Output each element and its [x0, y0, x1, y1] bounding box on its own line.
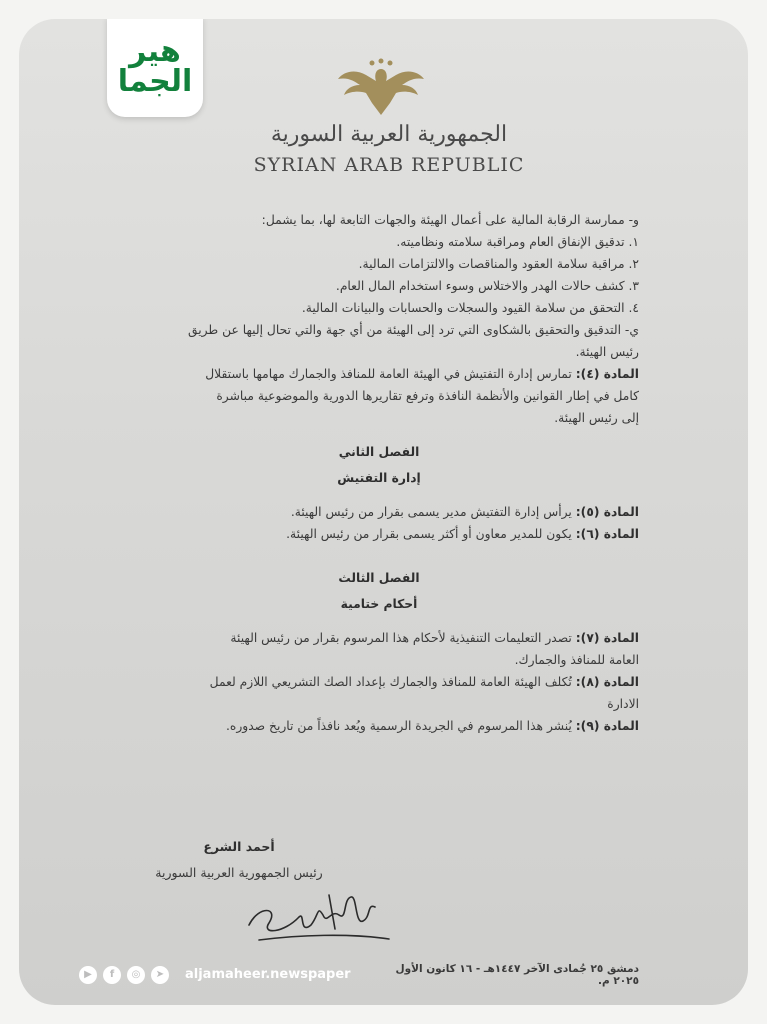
eagle-emblem-icon: [336, 57, 426, 117]
chapter-2-title: الفصل الثاني: [338, 445, 420, 459]
text-line: رئيس الهيئة.: [575, 345, 639, 359]
logo-line-bottom: الجما: [117, 64, 193, 99]
signatory-name: أحمد الشرع: [203, 839, 275, 854]
newspaper-logo: [107, 19, 203, 117]
article-label: المادة (٨):: [575, 675, 639, 689]
text-line: العامة للمنافذ والجمارك.: [514, 653, 639, 667]
social-handle[interactable]: aljamaheer.newspaper: [185, 967, 351, 982]
logo-line-top: هير: [129, 34, 181, 69]
text-line: كامل في إطار القوانين والأنظمة النافذة وترفع تقاريرها الدورية والموضوعية مباشرة: [216, 389, 639, 403]
article-label: المادة (٩):: [575, 719, 639, 733]
article-text: تمارس إدارة التفتيش في الهيئة العامة للمنافذ والجمارك مهامها باستقلال: [205, 367, 572, 381]
article-6: [119, 523, 639, 545]
text-line: و- ممارسة الرقابة المالية على أعمال الهيئة والجهات التابعة لها، بما يشمل:: [261, 213, 639, 227]
text-line: ي- التدقيق والتحقيق بالشكاوى التي ترد إلى الهيئة من أي جهة والتي تحال إليها عن طريق: [187, 323, 639, 337]
facebook-icon[interactable]: f: [103, 966, 121, 984]
logo-wordmark: [115, 34, 195, 99]
article-text: تُكلف الهيئة العامة للمنافذ والجمارك بإعداد الصك التشريعي اللازم لعمل: [209, 675, 572, 689]
chapter-2-subtitle: إدارة التفتيش: [337, 471, 421, 485]
article-label: المادة (٦):: [575, 527, 639, 541]
text-line: الادارة: [607, 697, 639, 711]
decree-body: [119, 209, 639, 737]
article-text: يكون للمدير معاون أو أكثر يسمى بقرار من رئيس الهيئة.: [286, 527, 572, 541]
article-8: [119, 671, 639, 693]
header-arabic: الجمهورية العربية السورية: [270, 122, 508, 147]
text-line: ٤. التحقق من سلامة القيود والسجلات والحسابات والبيانات المالية.: [301, 301, 639, 315]
text-line: ١. تدقيق الإنفاق العام ومراقبة سلامته ونظاميته.: [396, 235, 639, 249]
social-icons: [79, 966, 169, 984]
text-line: ٢. مراقبة سلامة العقود والمناقصات والالتزامات المالية.: [358, 257, 639, 271]
decree-date: دمشق ٢٥ جُمادى الآخر ١٤٤٧هـ - ١٦ كانون الأول ٢٠٢٥ م.: [395, 963, 639, 987]
article-7: [119, 627, 639, 649]
article-label: المادة (٧):: [575, 631, 639, 645]
article-label: المادة (٤):: [575, 367, 639, 381]
text-line: إلى رئيس الهيئة.: [554, 411, 639, 425]
instagram-icon[interactable]: ◎: [127, 966, 145, 984]
signatory-title: رئيس الجمهورية العربية السورية: [155, 865, 323, 880]
article-text: تصدر التعليمات التنفيذية لأحكام هذا المرسوم بقرار من رئيس الهيئة: [230, 631, 572, 645]
article-text: يُنشر هذا المرسوم في الجريدة الرسمية ويُعد نافذاً من تاريخ صدوره.: [225, 719, 572, 733]
chapter-3-title: الفصل الثالث: [338, 571, 420, 585]
article-5: [119, 501, 639, 523]
text-line: ٣. كشف حالات الهدر والاختلاس وسوء استخدام المال العام.: [335, 279, 639, 293]
article-4: [119, 363, 639, 385]
chapter-3-subtitle: أحكام ختامية: [340, 597, 418, 611]
signature: [239, 885, 399, 955]
article-label: المادة (٥):: [575, 505, 639, 519]
telegram-icon[interactable]: ➤: [151, 966, 169, 984]
youtube-icon[interactable]: ▶: [79, 966, 97, 984]
article-text: يرأس إدارة التفتيش مدير يسمى بقرار من رئيس الهيئة.: [290, 505, 572, 519]
header-english: SYRIAN ARAB REPUBLIC: [253, 154, 525, 176]
document-frame: [19, 19, 748, 1005]
article-9: [119, 715, 639, 737]
